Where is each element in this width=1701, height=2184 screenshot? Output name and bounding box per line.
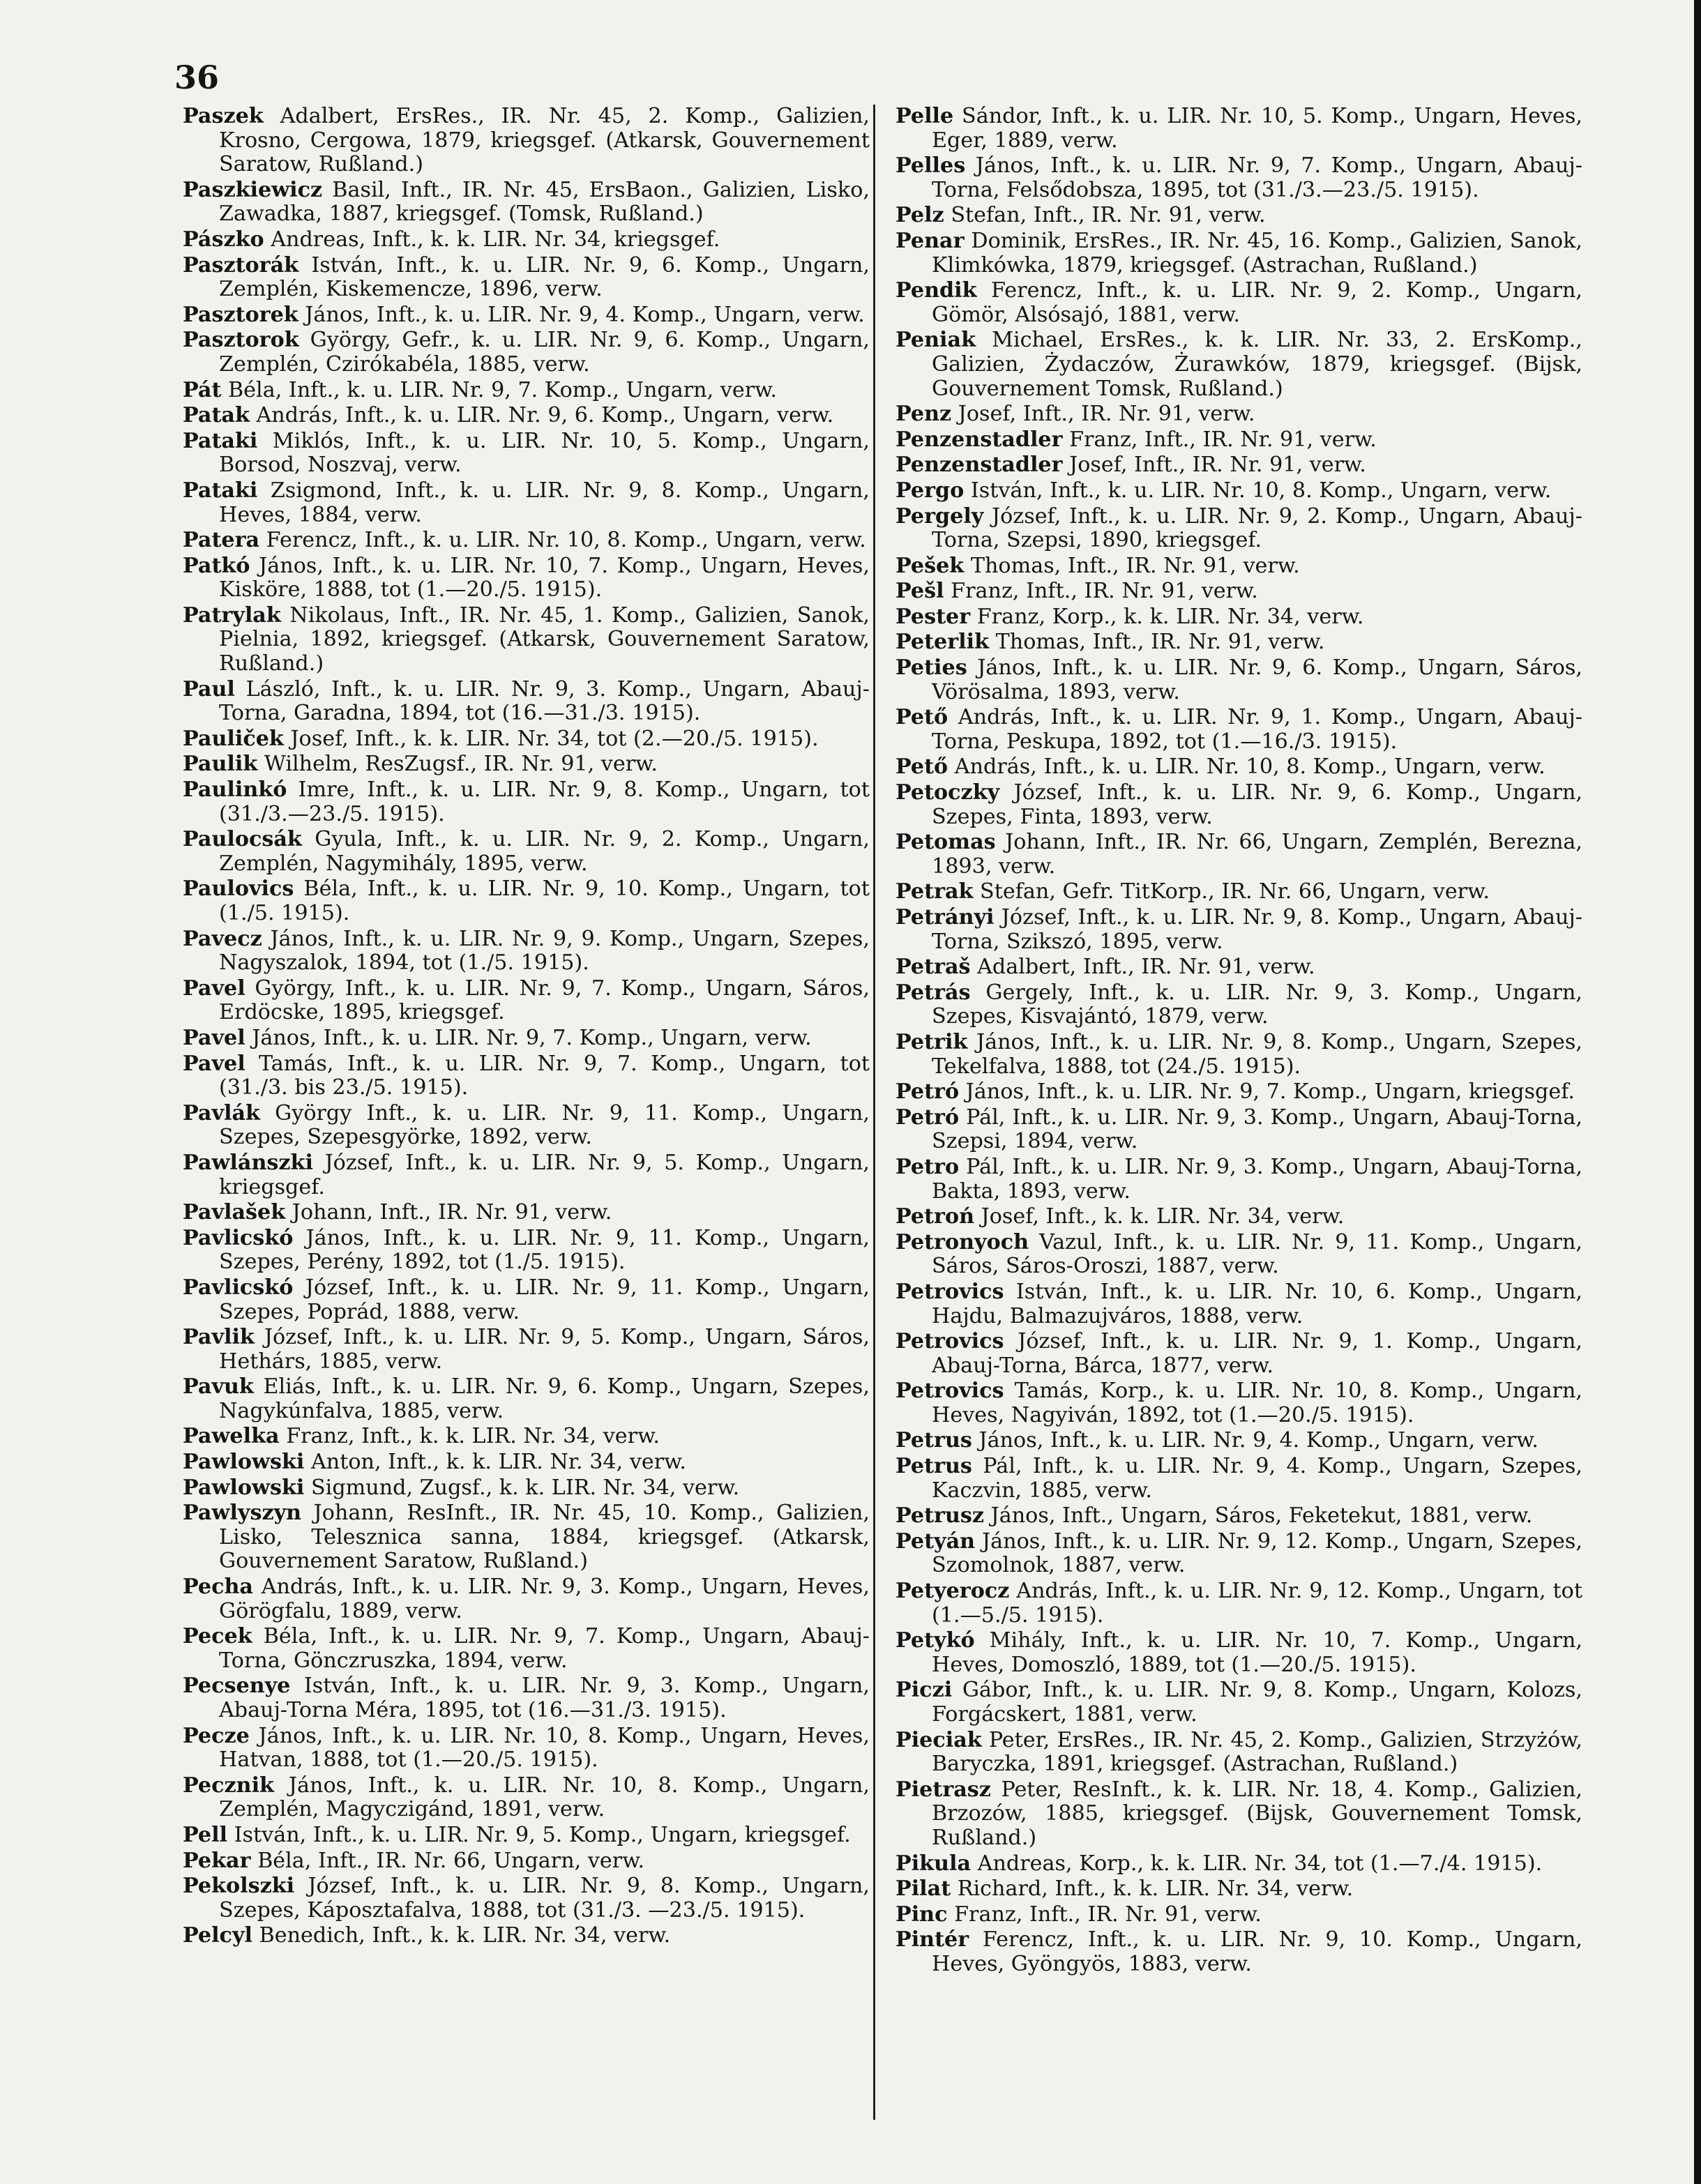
list-item	[183, 1151, 870, 1199]
list-item	[183, 1874, 870, 1923]
list-item	[183, 927, 870, 976]
entry-surname: Piczi	[895, 1678, 953, 1703]
entry-surname: Pavlik	[183, 1325, 255, 1350]
entry-details: János, Inft., k. u. LIR. Nr. 9, 7. Komp., Ungarn, Abauj-Torna, Felsődobsza, 1895, tot (31./3.—23./5. 1915).	[932, 153, 1582, 202]
entry-details: Gábor, Inft., k. u. LIR. Nr. 9, 8. Komp., Ungarn, Kolozs, Forgácskert, 1881, verw.	[932, 1678, 1582, 1727]
entry-details: János, Inft., k. u. LIR. Nr. 9, 8. Komp., Ungarn, Szepes, Tekelfalva, 1888, tot (24./5. 1915).	[932, 1029, 1582, 1079]
entry-surname: Pasztorák	[183, 252, 299, 278]
entry-details: Gergely, Inft., k. u. LIR. Nr. 9, 3. Komp., Ungarn, Szepes, Kisvajántó, 1879, verw.	[932, 980, 1582, 1029]
entry-surname: Petrak	[895, 879, 974, 904]
entry-surname: Pendik	[895, 278, 977, 303]
entry-surname: Paulik	[183, 752, 258, 777]
list-item	[183, 1924, 870, 1948]
list-item	[183, 228, 870, 252]
entry-surname: Paszek	[183, 104, 264, 128]
entry-surname: Pecsenye	[183, 1674, 291, 1699]
entry-surname: Pergo	[895, 478, 965, 503]
list-item	[895, 1379, 1582, 1427]
entry-details: József, Inft., k. u. LIR. Nr. 9, 1. Komp., Ungarn, Abauj-Torna, Bárca, 1877, verw.	[932, 1329, 1582, 1378]
entry-surname: Petró	[895, 1105, 960, 1130]
entry-surname: Petrás	[895, 980, 971, 1005]
entry-details: Basil, Inft., IR. Nr. 45, ErsBaon., Galizien, Lisko, Zawadka, 1887, kriegsgef. (Tomsk, Rußland.)	[219, 177, 870, 227]
entry-surname: Petraš	[895, 955, 971, 980]
entry-details: János, Inft., k. u. LIR. Nr. 10, 8. Komp., Ungarn, Zemplén, Magyczigánd, 1891, verw.	[219, 1773, 870, 1822]
list-item	[895, 1778, 1582, 1851]
entry-details: István, Inft., k. u. LIR. Nr. 9, 5. Komp., Ungarn, kriegsgef.	[227, 1822, 851, 1847]
entry-details: András, Inft., k. u. LIR. Nr. 10, 8. Komp., Ungarn, verw.	[948, 754, 1545, 780]
list-item	[895, 1678, 1582, 1727]
entry-surname: Paulovics	[183, 877, 294, 902]
entry-surname: Patkó	[183, 553, 250, 578]
entry-details: Richard, Inft., k. k. LIR. Nr. 34, verw.	[951, 1876, 1354, 1902]
entry-surname: Pavlašek	[183, 1200, 286, 1225]
list-item	[895, 1280, 1582, 1328]
list-item	[183, 554, 870, 602]
list-item	[183, 1227, 870, 1275]
list-item	[183, 877, 870, 925]
list-item	[183, 778, 870, 826]
entry-surname: Pawlyszyn	[183, 1501, 302, 1526]
entry-surname: Pataki	[183, 478, 258, 503]
list-item	[895, 906, 1582, 954]
entry-details: Pál, Inft., k. u. LIR. Nr. 9, 3. Komp., Ungarn, Abauj-Torna, Szepsi, 1894, verw.	[932, 1105, 1582, 1154]
entry-details: Thomas, Inft., IR. Nr. 91, verw.	[989, 630, 1325, 655]
list-item	[895, 402, 1582, 427]
entry-details: János, Inft., Ungarn, Sáros, Feketekut, 1881, verw.	[984, 1503, 1533, 1529]
list-item	[183, 1625, 870, 1673]
list-item	[895, 880, 1582, 904]
entry-surname: Pecek	[183, 1624, 252, 1649]
entry-surname: Pataki	[183, 428, 258, 453]
entry-details: János, Inft., k. u. LIR. Nr. 10, 8. Komp., Ungarn, Heves, Hatvan, 1888, tot (1.—20./5. 1915).	[219, 1723, 870, 1773]
entry-surname: Pelcyl	[183, 1923, 252, 1948]
entry-surname: Pešek	[895, 553, 965, 578]
entry-surname: Petykó	[895, 1628, 975, 1653]
list-item	[183, 328, 870, 377]
entry-surname: Patrylak	[183, 602, 281, 628]
entry-details: Andreas, Korp., k. k. LIR. Nr. 34, tot (1.—7./4. 1915).	[971, 1851, 1543, 1876]
list-item	[895, 279, 1582, 327]
entry-details: István, Inft., k. u. LIR. Nr. 9, 3. Komp., Ungarn, Abauj-Torna Méra, 1895, tot (16.—31./3. 1915).	[219, 1674, 870, 1722]
list-item	[895, 656, 1582, 704]
entry-details: Thomas, Inft., IR. Nr. 91, verw.	[964, 553, 1300, 578]
entry-details: András, Inft., k. u. LIR. Nr. 9, 3. Komp., Ungarn, Heves, Görögfalu, 1889, verw.	[219, 1575, 870, 1623]
entry-surname: Paul	[183, 676, 235, 702]
list-item	[183, 1774, 870, 1822]
entry-details: Béla, Inft., IR. Nr. 66, Ungarn, verw.	[250, 1848, 645, 1873]
entry-details: Benedich, Inft., k. k. LIR. Nr. 34, verw.	[252, 1923, 671, 1948]
list-item	[895, 1903, 1582, 1927]
entry-details: Peter, ResInft., k. k. LIR. Nr. 18, 4. Komp., Galizien, Brzozów, 1885, kriegsgef. (Bijsk, Gouvernement Tomsk, Rußland.)	[932, 1777, 1582, 1850]
entry-details: Pál, Inft., k. u. LIR. Nr. 9, 4. Komp., Ungarn, Szepes, Kaczvin, 1885, verw.	[932, 1454, 1582, 1503]
entry-details: József, Inft., k. u. LIR. Nr. 9, 8. Komp., Ungarn, Szepes, Káposztafalva, 1888, tot (31./3. —23./5. 1915).	[219, 1874, 870, 1923]
entry-surname: Pecznik	[183, 1773, 274, 1798]
list-item	[183, 977, 870, 1025]
entry-details: János, Inft., k. u. LIR. Nr. 9, 4. Komp., Ungarn, verw.	[972, 1428, 1539, 1453]
entry-surname: Pavecz	[183, 926, 262, 951]
entry-details: József, Inft., k. u. LIR. Nr. 9, 8. Komp., Ungarn, Abauj-Torna, Szikszó, 1895, verw.	[932, 905, 1582, 954]
list-item	[183, 1849, 870, 1874]
list-item	[895, 1155, 1582, 1204]
entry-surname: Pekolszki	[183, 1874, 295, 1899]
entry-details: Ferencz, Inft., k. u. LIR. Nr. 10, 8. Komp., Ungarn, verw.	[259, 528, 866, 553]
entry-surname: Pasztorek	[183, 302, 298, 327]
entry-details: Dominik, ErsRes., IR. Nr. 45, 16. Komp., Galizien, Sanok, Klimkówka, 1879, kriegsgef. (Astrachan, Rußland.)	[932, 228, 1582, 278]
entry-details: Franz, Inft., k. k. LIR. Nr. 34, verw.	[279, 1424, 660, 1449]
entry-surname: Paulocsák	[183, 827, 302, 852]
entry-details: János, Inft., k. u. LIR. Nr. 10, 7. Komp., Ungarn, Heves, Kisköre, 1888, tot (1.—20./5. 1915).	[219, 553, 870, 602]
list-item	[895, 479, 1582, 503]
list-item	[183, 1052, 870, 1100]
list-item	[895, 1080, 1582, 1105]
entry-details: Josef, Inft., k. k. LIR. Nr. 34, tot (2.—20./5. 1915).	[283, 726, 819, 751]
entry-surname: Pavel	[183, 1051, 245, 1076]
list-item	[895, 1106, 1582, 1154]
entry-details: Franz, Inft., IR. Nr. 91, verw.	[944, 579, 1258, 604]
list-item	[183, 1326, 870, 1374]
right-column	[895, 105, 1582, 1978]
entry-surname: Pekar	[183, 1848, 251, 1873]
entry-surname: Pecha	[183, 1575, 253, 1600]
entry-details: József, Inft., k. u. LIR. Nr. 9, 2. Komp., Ungarn, Abauj-Torna, Szepsi, 1890, kriegsgef.	[932, 503, 1582, 553]
entry-details: György, Gefr., k. u. LIR. Nr. 9, 6. Komp., Ungarn, Zemplén, Czirókabéla, 1885, verw.	[219, 328, 870, 377]
entry-surname: Pavlicskó	[183, 1275, 294, 1300]
entry-surname: Pilat	[895, 1876, 951, 1902]
list-item	[183, 1724, 870, 1773]
list-item	[183, 404, 870, 428]
list-item	[183, 479, 870, 527]
entry-details: Johann, ResInft., IR. Nr. 45, 10. Komp., Galizien, Lisko, Telesznica sanna, 1884, kriegsgef. (Atkarsk, Gouvernement Saratow, Rußland.)	[219, 1501, 870, 1574]
list-item	[183, 1674, 870, 1722]
entry-surname: Pelle	[895, 104, 954, 128]
entry-surname: Pasztorok	[183, 328, 299, 353]
column-divider	[873, 105, 875, 2120]
list-item	[895, 1530, 1582, 1578]
entry-surname: Pikula	[895, 1851, 972, 1876]
list-item	[895, 1729, 1582, 1777]
entry-surname: Petrovics	[895, 1329, 1004, 1354]
list-item	[895, 1928, 1582, 1976]
entry-surname: Pelles	[895, 153, 966, 179]
entry-details: János, Inft., k. u. LIR. Nr. 9, 12. Komp., Ungarn, Szepes, Szomolnok, 1887, verw.	[932, 1529, 1582, 1578]
entry-details: Miklós, Inft., k. u. LIR. Nr. 10, 5. Komp., Ungarn, Borsod, Noszvaj, verw.	[219, 428, 870, 478]
entry-details: István, Inft., k. u. LIR. Nr. 10, 8. Komp., Ungarn, verw.	[964, 478, 1552, 503]
list-item	[895, 1231, 1582, 1279]
list-item	[895, 154, 1582, 202]
list-item	[183, 430, 870, 478]
entry-details: Eliás, Inft., k. u. LIR. Nr. 9, 6. Komp., Ungarn, Szepes, Nagykúnfalva, 1885, verw.	[219, 1374, 870, 1423]
list-item	[183, 1476, 870, 1501]
entry-details: Nikolaus, Inft., IR. Nr. 45, 1. Komp., Galizien, Sanok, Pielnia, 1892, kriegsgef. (Atkarsk, Gouvernement Saratow, Rußland.)	[219, 602, 870, 676]
entry-surname: Pető	[895, 705, 948, 730]
entry-surname: Pauliček	[183, 726, 284, 751]
entry-surname: Petrusz	[895, 1503, 985, 1529]
entry-details: Stefan, Inft., IR. Nr. 91, verw.	[944, 203, 1266, 228]
entry-details: Franz, Korp., k. k. LIR. Nr. 34, verw.	[970, 604, 1364, 629]
entry-surname: Petroń	[895, 1204, 975, 1229]
entry-surname: Pavel	[183, 976, 245, 1001]
entry-details: György Inft., k. u. LIR. Nr. 9, 11. Komp., Ungarn, Szepes, Szepesgyörke, 1892, verw.	[219, 1100, 870, 1150]
list-item	[895, 505, 1582, 553]
entry-details: József, Inft., k. u. LIR. Nr. 9, 6. Komp., Ungarn, Szepes, Finta, 1893, verw.	[932, 780, 1582, 829]
entry-details: János, Inft., k. u. LIR. Nr. 9, 11. Komp., Ungarn, Szepes, Perény, 1892, tot (1./5. 1915).	[219, 1225, 870, 1275]
entry-surname: Pavlák	[183, 1100, 260, 1125]
entry-surname: Petoczky	[895, 780, 1000, 805]
entry-details: András, Inft., k. u. LIR. Nr. 9, 12. Komp., Ungarn, tot (1.—5./5. 1915).	[932, 1579, 1582, 1628]
entry-surname: Petrus	[895, 1428, 972, 1453]
entry-surname: Pelz	[895, 203, 944, 228]
entry-details: Imre, Inft., k. u. LIR. Nr. 9, 8. Komp., Ungarn, tot (31./3.—23./5. 1915).	[219, 778, 870, 826]
entry-details: János, Inft., k. u. LIR. Nr. 9, 9. Komp., Ungarn, Szepes, Nagyszalok, 1894, tot (1./5. 1915).	[219, 926, 870, 976]
list-item	[895, 605, 1582, 630]
entry-details: Michael, ErsRes., k. k. LIR. Nr. 33, 2. ErsKomp., Galizien, Żydaczów, Żurawków, 1879, kriegsgef. (Bijsk, Gouvernement Tomsk, Rußland.)	[932, 328, 1582, 401]
list-item	[183, 752, 870, 777]
list-item	[895, 1455, 1582, 1503]
list-item	[895, 1429, 1582, 1453]
entry-surname: Petrik	[895, 1029, 968, 1054]
entry-details: Pál, Inft., k. u. LIR. Nr. 9, 3. Komp., Ungarn, Abauj-Torna, Bakta, 1893, verw.	[932, 1154, 1582, 1204]
list-item	[183, 1201, 870, 1225]
entry-details: János, Inft., k. u. LIR. Nr. 9, 6. Komp., Ungarn, Sáros, Vörösalma, 1893, verw.	[932, 655, 1582, 704]
entry-details: Sándor, Inft., k. u. LIR. Nr. 10, 5. Komp., Ungarn, Heves, Eger, 1889, verw.	[932, 104, 1582, 153]
list-item	[183, 1276, 870, 1324]
left-column	[183, 105, 870, 1950]
list-item	[183, 1823, 870, 1848]
entry-surname: Petronyoch	[895, 1229, 1029, 1254]
list-item	[895, 579, 1582, 604]
list-item	[895, 1579, 1582, 1628]
entry-details: József, Inft., k. u. LIR. Nr. 9, 11. Komp., Ungarn, Szepes, Poprád, 1888, verw.	[219, 1275, 870, 1324]
entry-surname: Paszkiewicz	[183, 177, 323, 202]
entry-surname: Pawlánszki	[183, 1150, 313, 1175]
list-item	[183, 529, 870, 553]
list-item	[895, 1629, 1582, 1677]
entry-surname: Pešl	[895, 579, 944, 604]
list-item	[183, 604, 870, 676]
entry-surname: Pavuk	[183, 1374, 254, 1400]
entry-surname: Patera	[183, 528, 260, 553]
list-item	[895, 630, 1582, 655]
entry-details: József, Inft., k. u. LIR. Nr. 9, 5. Komp., Ungarn, kriegsgef.	[219, 1150, 870, 1199]
entry-surname: Penzenstadler	[895, 427, 1063, 452]
entry-details: Josef, Inft., IR. Nr. 91, verw.	[1062, 453, 1366, 478]
entry-surname: Pintér	[895, 1927, 969, 1952]
entry-surname: Petrus	[895, 1454, 972, 1479]
entry-surname: Penz	[895, 402, 952, 427]
list-item	[895, 1031, 1582, 1079]
entry-surname: Penzenstadler	[895, 453, 1063, 478]
entry-details: Tamás, Korp., k. u. LIR. Nr. 10, 8. Komp., Ungarn, Heves, Nagyiván, 1892, tot (1.—20./5. 1915).	[932, 1379, 1582, 1427]
entry-details: Franz, Inft., IR. Nr. 91, verw.	[947, 1902, 1262, 1927]
entry-details: Béla, Inft., k. u. LIR. Nr. 9, 7. Komp., Ungarn, verw.	[221, 377, 777, 402]
list-item	[183, 678, 870, 726]
entry-surname: Pawlowski	[183, 1475, 305, 1500]
entry-surname: Pavlicskó	[183, 1225, 294, 1250]
list-item	[183, 379, 870, 403]
list-item	[895, 781, 1582, 829]
entry-surname: Pergely	[895, 503, 984, 529]
entry-surname: Patak	[183, 403, 250, 428]
entry-details: József, Inft., k. u. LIR. Nr. 9, 5. Komp., Ungarn, Sáros, Hethárs, 1885, verw.	[219, 1325, 870, 1374]
entry-details: Ferencz, Inft., k. u. LIR. Nr. 9, 2. Komp., Ungarn, Gömör, Alsósajó, 1881, verw.	[932, 278, 1582, 327]
list-item	[895, 706, 1582, 754]
entry-surname: Pietrasz	[895, 1777, 991, 1802]
entry-details: Zsigmond, Inft., k. u. LIR. Nr. 9, 8. Komp., Ungarn, Heves, 1884, verw.	[219, 478, 870, 527]
entry-surname: Petomas	[895, 830, 996, 855]
entry-surname: Pester	[895, 604, 971, 629]
entry-details: Andreas, Inft., k. k. LIR. Nr. 34, kriegsgef.	[264, 227, 720, 252]
entry-details: Peter, ErsRes., IR. Nr. 45, 2. Komp., Galizien, Strzyżów, Baryczka, 1891, kriegsgef. (Astrachan, Rußland.)	[932, 1727, 1582, 1777]
list-item	[183, 1425, 870, 1449]
list-item	[183, 727, 870, 752]
list-item	[895, 1877, 1582, 1902]
list-item	[895, 981, 1582, 1029]
entry-details: Wilhelm, ResZugsf., IR. Nr. 91, verw.	[257, 752, 658, 777]
list-item	[183, 1026, 870, 1051]
entry-details: György, Inft., k. u. LIR. Nr. 9, 7. Komp., Ungarn, Sáros, Erdöcske, 1895, kriegsgef.	[219, 976, 870, 1025]
list-item	[895, 1504, 1582, 1529]
list-item	[895, 831, 1582, 879]
entry-surname: Petrovics	[895, 1279, 1004, 1304]
list-item	[895, 229, 1582, 278]
entry-details: Tamás, Inft., k. u. LIR. Nr. 9, 7. Komp., Ungarn, tot (31./3. bis 23./5. 1915).	[219, 1051, 870, 1100]
list-item	[183, 303, 870, 328]
entry-details: Mihály, Inft., k. u. LIR. Nr. 10, 7. Komp., Ungarn, Heves, Domoszló, 1889, tot (1.—20./5. 1915).	[932, 1628, 1582, 1677]
entry-surname: Penar	[895, 228, 965, 253]
entry-surname: Peties	[895, 655, 967, 681]
entry-details: Anton, Inft., k. k. LIR. Nr. 34, verw.	[304, 1450, 687, 1475]
list-item	[895, 755, 1582, 780]
entry-details: István, Inft., k. u. LIR. Nr. 10, 6. Komp., Ungarn, Hajdu, Balmazujváros, 1888, verw.	[932, 1279, 1582, 1328]
list-item	[895, 955, 1582, 980]
entry-surname: Petrányi	[895, 905, 995, 930]
list-item	[895, 1205, 1582, 1229]
entry-details: János, Inft., k. u. LIR. Nr. 9, 7. Komp., Ungarn, kriegsgef.	[959, 1079, 1575, 1105]
entry-details: Adalbert, Inft., IR. Nr. 91, verw.	[970, 955, 1315, 980]
entry-surname: Pawelka	[183, 1424, 280, 1449]
list-item	[183, 828, 870, 876]
entry-surname: Paulinkó	[183, 778, 287, 803]
entry-details: Adalbert, ErsRes., IR. Nr. 45, 2. Komp., Galizien, Krosno, Cergowa, 1879, kriegsgef. (Atkarsk, Gouvernement Saratow, Rußland.)	[219, 104, 870, 177]
entry-details: László, Inft., k. u. LIR. Nr. 9, 3. Komp., Ungarn, Abauj-Torna, Garadna, 1894, tot (16.—31./3. 1915).	[219, 676, 870, 726]
entry-surname: Peterlik	[895, 630, 990, 655]
entry-details: Vazul, Inft., k. u. LIR. Nr. 9, 11. Komp., Ungarn, Sáros, Sáros-Oroszi, 1887, verw.	[932, 1229, 1582, 1279]
entry-details: Béla, Inft., k. u. LIR. Nr. 9, 7. Komp., Ungarn, Abauj-Torna, Gönczruszka, 1894, verw.	[219, 1624, 870, 1673]
list-item	[183, 105, 870, 177]
entry-surname: Pavel	[183, 1025, 245, 1050]
entry-details: János, Inft., k. u. LIR. Nr. 9, 7. Komp., Ungarn, verw.	[245, 1025, 812, 1050]
list-item	[895, 204, 1582, 228]
entry-surname: Pát	[183, 377, 222, 402]
entry-surname: Pető	[895, 754, 948, 780]
entry-details: Johann, Inft., IR. Nr. 66, Ungarn, Zemplén, Berezna, 1893, verw.	[932, 830, 1582, 879]
entry-surname: Pawlowski	[183, 1450, 305, 1475]
entry-surname: Petyerocz	[895, 1579, 1010, 1604]
list-item	[183, 1450, 870, 1475]
entry-surname: Petró	[895, 1079, 960, 1105]
entry-surname: Petrovics	[895, 1379, 1004, 1404]
entry-surname: Pell	[183, 1822, 228, 1847]
list-item	[183, 179, 870, 227]
entry-details: Johann, Inft., IR. Nr. 91, verw.	[285, 1200, 612, 1225]
list-item	[183, 1102, 870, 1150]
entry-details: Béla, Inft., k. u. LIR. Nr. 9, 10. Komp., Ungarn, tot (1./5. 1915).	[219, 877, 870, 925]
entry-details: Josef, Inft., k. k. LIR. Nr. 34, verw.	[974, 1204, 1345, 1229]
list-item	[895, 105, 1582, 153]
list-item	[183, 254, 870, 302]
list-item	[895, 554, 1582, 579]
entry-details: István, Inft., k. u. LIR. Nr. 9, 6. Komp., Ungarn, Zemplén, Kiskemencze, 1896, verw.	[219, 252, 870, 302]
entry-surname: Petro	[895, 1154, 960, 1179]
list-item	[183, 1501, 870, 1574]
list-item	[183, 1575, 870, 1623]
list-item	[183, 1375, 870, 1423]
page-number: 36	[174, 59, 220, 96]
entry-details: János, Inft., k. u. LIR. Nr. 9, 4. Komp., Ungarn, verw.	[298, 302, 865, 327]
entry-surname: Petyán	[895, 1529, 976, 1554]
entry-surname: Pinc	[895, 1902, 948, 1927]
entry-details: Gyula, Inft., k. u. LIR. Nr. 9, 2. Komp., Ungarn, Zemplén, Nagymihály, 1895, verw.	[219, 827, 870, 876]
entry-details: Franz, Inft., IR. Nr. 91, verw.	[1062, 427, 1377, 452]
entry-details: András, Inft., k. u. LIR. Nr. 9, 1. Komp., Ungarn, Abauj-Torna, Peskupa, 1892, tot (1.—16./3. 1915).	[932, 705, 1582, 754]
list-item	[895, 428, 1582, 453]
entry-details: András, Inft., k. u. LIR. Nr. 9, 6. Komp., Ungarn, verw.	[249, 403, 834, 428]
entry-details: Josef, Inft., IR. Nr. 91, verw.	[951, 402, 1255, 427]
list-item	[895, 1330, 1582, 1378]
entry-details: Stefan, Gefr. TitKorp., IR. Nr. 66, Ungarn, verw.	[973, 879, 1490, 904]
entry-surname: Pieciak	[895, 1727, 982, 1752]
entry-surname: Peniak	[895, 328, 976, 353]
entry-surname: Pászko	[183, 227, 264, 252]
entry-details: Ferencz, Inft., k. u. LIR. Nr. 9, 10. Komp., Ungarn, Heves, Gyöngyös, 1883, verw.	[932, 1927, 1582, 1976]
list-item	[895, 328, 1582, 401]
entry-details: Sigmund, Zugsf., k. k. LIR. Nr. 34, verw.	[304, 1475, 740, 1500]
entry-surname: Pecze	[183, 1723, 250, 1748]
list-item	[895, 453, 1582, 478]
list-item	[895, 1852, 1582, 1876]
